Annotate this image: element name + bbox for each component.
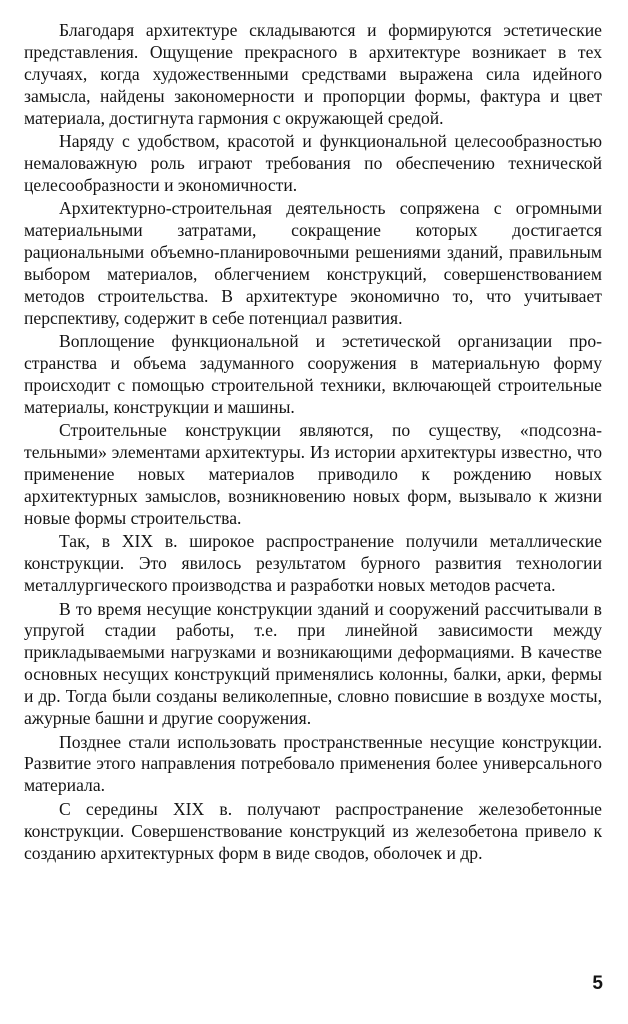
paragraph-8: Позднее стали использовать пространственные несущие конструкции. Развитие этого направления потребовало применения более универсального материала.: [24, 731, 602, 796]
paragraph-6: Так, в XIX в. широкое распространение получили металлические конструкции. Это явилось результатом бурного развития технологии металлургического производства и разработки новых методов расчета.: [24, 531, 602, 596]
page-number: 5: [592, 973, 603, 994]
paragraph-3: Архитектурно-строительная деятельность сопряжена с огромными материальными затратами, сокращение которых достигается рациональными объемно-планировочными решениями зданий, правильным выбором материалов, облегчением конструкций, совершенствованием методов строительства. В архитектуре экономично то, что учитывает перспективу, содержит в себе потенциал развития.: [24, 198, 602, 328]
document-page: [24, 20, 602, 985]
paragraph-9: С середины XIX в. получают распространение железобетонные конструкции. Совершенствование конструкций из железобетона привело к созданию архитектурных форм в виде сводов, оболочек и др.: [24, 798, 602, 863]
paragraph-5: Строительные конструкции являются, по существу, «подсознательными» элементами архитектуры. Из истории архитектуры известно, что применение новых материалов приводило к рождению новых архитектурных замыслов, возникновению новых форм, вызывало к жизни новые формы строительства.: [24, 420, 602, 528]
paragraph-7: В то время несущие конструкции зданий и сооружений рассчитывали в упругой стадии работы, т.е. при линейной зависимости между прикладываемыми нагрузками и возникающими деформациями. В качестве основных несущих конструкций применялись колонны, балки, арки, фермы и др. Тогда были созданы великолепные, словно повисшие в воздухе мосты, ажурные башни и другие сооружения.: [24, 598, 602, 729]
paragraph-1: Благодаря архитектуре складываются и формируются эстетические представления. Ощущение прекрасного в архитектуре возникает в тех случаях, когда художественными средствами выражена сила идейного замысла, найдены закономерности и пропорции формы, фактура и цвет материала, достигнута гармония с окружающей средой.: [24, 20, 602, 128]
paragraph-2: Наряду с удобством, красотой и функциональной целесообразностью немаловажную роль играют требования по обеспечению технической целесообразности и экономичности.: [24, 131, 602, 195]
paragraph-4: Воплощение функциональной и эстетической организации пространства и объема задуманного сооружения в материальную форму происходит с помощью строительной техники, включающей строительные материалы, конструкции и машины.: [24, 331, 602, 417]
